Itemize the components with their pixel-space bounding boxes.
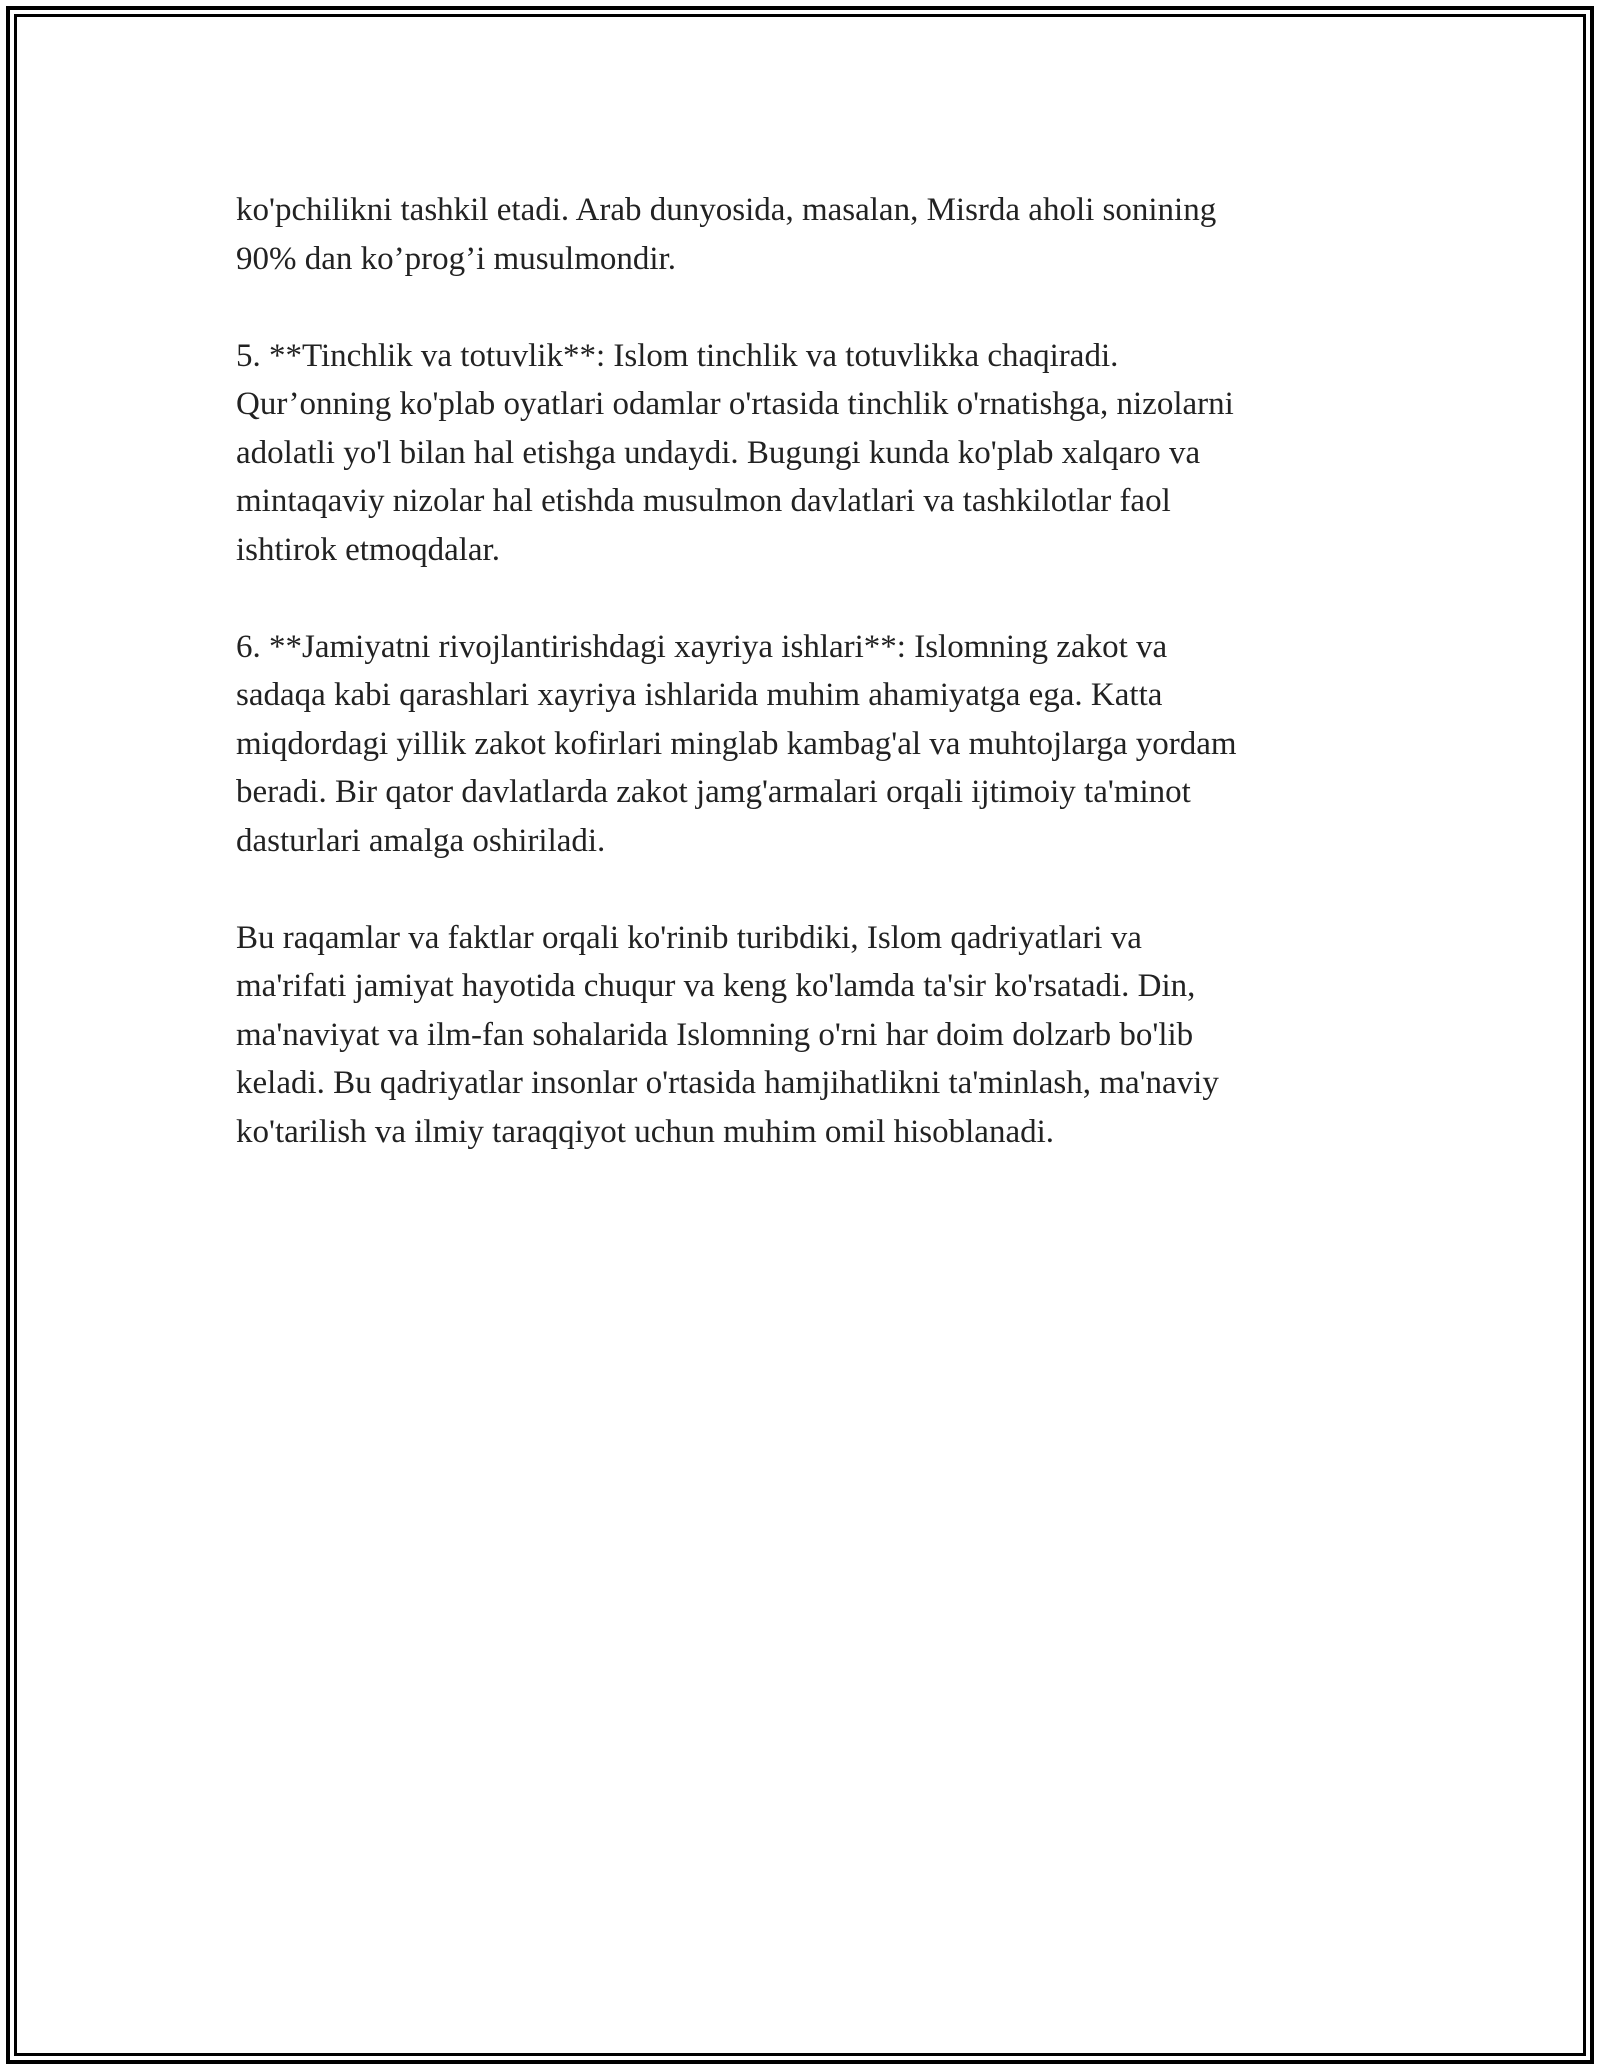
text-line: sadaqa kabi qarashlari xayriya ishlarida muhim ahamiyatga ega. Katta: [236, 677, 1163, 713]
text-line: dasturlari amalga oshiriladi.: [236, 822, 606, 859]
paragraph-1: [236, 186, 1386, 283]
text-line: ishtirok etmoqdalar.: [236, 531, 500, 568]
text-line: Bu raqamlar va faktlar orqali ko'rinib turibdiki, Islom qadriyatlari va: [236, 919, 1142, 956]
text-line: beradi. Bir qator davlatlarda zakot jamg'armalari orqali ijtimoiy ta'minot: [236, 774, 1191, 810]
text-line: keladi. Bu qadriyatlar insonlar o'rtasida hamjihatlikni ta'minlash, ma'naviy: [236, 1065, 1219, 1101]
paragraph-4: [236, 914, 1386, 1157]
text-line: miqdordagi yillik zakot kofirlari minglab kambag'al va muhtojlarga yordam: [236, 725, 1237, 762]
text-line: 5. **Tinchlik va totuvlik**: Islom tinchlik va totuvlikka chaqiradi.: [236, 337, 1119, 374]
document-body: [236, 186, 1386, 1205]
text-line: adolatli yo'l bilan hal etishga undaydi. Bugungi kunda ko'plab xalqaro va: [236, 434, 1201, 471]
text-line: ko'tarilish va ilmiy taraqqiyot uchun muhim omil hisoblanadi.: [236, 1113, 1055, 1150]
text-line: ko'pchilikni tashkil etadi. Arab dunyosida, masalan, Misrda aholi sonining: [236, 192, 1217, 228]
paragraph-2: [236, 332, 1386, 575]
text-line: Qur’onning ko'plab oyatlari odamlar o'rtasida tinchlik o'rnatishga, nizolarni: [236, 386, 1234, 422]
text-line: ma'rifati jamiyat hayotida chuqur va keng ko'lamda ta'sir ko'rsatadi. Din,: [236, 968, 1196, 1004]
text-line: mintaqaviy nizolar hal etishda musulmon davlatlari va tashkilotlar faol: [236, 483, 1171, 519]
text-line: 90% dan ko’prog’i musulmondir.: [236, 240, 676, 277]
paragraph-3: [236, 623, 1386, 866]
text-line: ma'naviyat va ilm-fan sohalarida Islomning o'rni har doim dolzarb bo'lib: [236, 1016, 1194, 1053]
text-line: 6. **Jamiyatni rivojlantirishdagi xayriya ishlari**: Islomning zakot va: [236, 628, 1168, 665]
